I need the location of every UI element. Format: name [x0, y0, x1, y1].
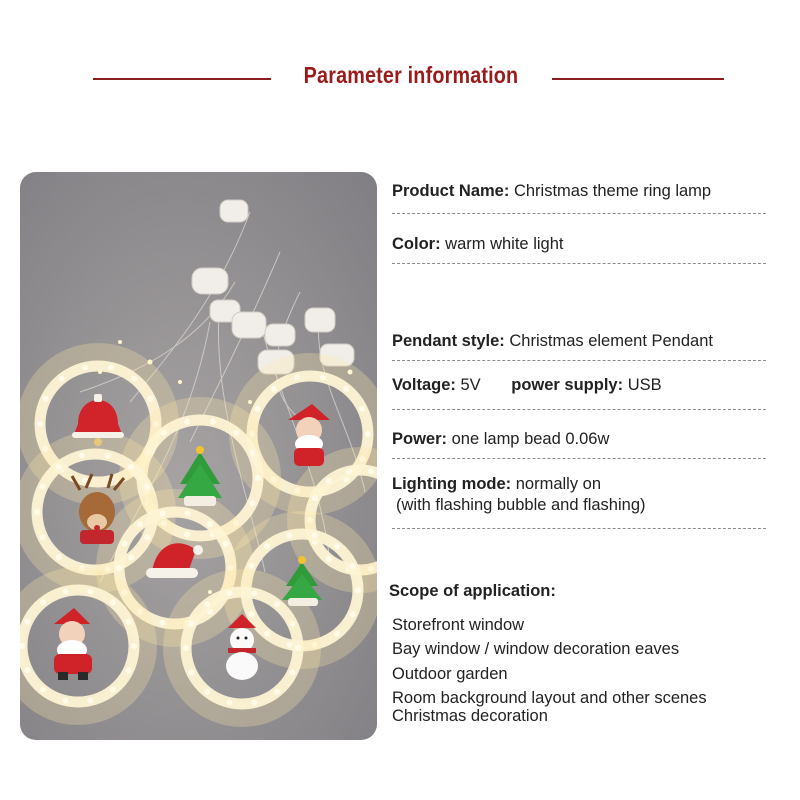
spec-value: warm white light [445, 235, 564, 253]
led-bead [56, 554, 62, 560]
led-bead [56, 464, 62, 470]
led-bead [287, 532, 293, 538]
led-bead [294, 375, 300, 381]
led-bead [110, 687, 116, 693]
led-bead [204, 689, 210, 695]
led-bead [350, 563, 356, 569]
led-bead [108, 365, 114, 371]
led-bead [274, 689, 280, 695]
spec-color [392, 235, 563, 254]
led-bead [255, 475, 261, 481]
spec-value: 5V [460, 376, 481, 394]
led-bead [110, 599, 116, 605]
led-bead [126, 667, 132, 673]
led-bead [160, 510, 166, 516]
led-bead [249, 563, 255, 569]
product-photo [20, 172, 377, 740]
led-bead [368, 468, 374, 474]
led-bead [355, 587, 361, 593]
led-bead [264, 631, 270, 637]
led-bead [183, 645, 189, 651]
led-bead [233, 430, 239, 436]
led-bead [223, 541, 229, 547]
led-bead [116, 565, 122, 571]
led-bead [252, 700, 258, 706]
led-bead [227, 590, 233, 596]
led-bead [131, 643, 137, 649]
spec-label: Product Name: [392, 182, 510, 200]
led-bead [189, 669, 195, 675]
led-bead [63, 698, 69, 704]
led-bead [249, 500, 255, 506]
spec-label: Voltage: [392, 376, 456, 394]
scope-item: Christmas decoration [392, 707, 548, 725]
section-title: Parameter information [303, 62, 519, 88]
spec-power [392, 430, 609, 449]
dashed-divider [392, 213, 766, 214]
led-bead [144, 534, 150, 540]
led-bead [227, 700, 233, 706]
spec-label: Power: [392, 430, 448, 448]
spec-pendant-style [392, 332, 713, 351]
scope-item: Outdoor garden [392, 665, 508, 683]
spec-value: normally on [515, 475, 602, 493]
led-bead [43, 396, 49, 402]
led-bead [343, 386, 349, 392]
led-bead [189, 621, 195, 627]
led-bead [326, 556, 332, 562]
led-bead [88, 698, 94, 704]
spec-label: power supply: [511, 376, 624, 394]
led-bead [249, 611, 255, 617]
led-bead [252, 590, 258, 596]
led-bead [312, 532, 318, 538]
dashed-divider [392, 458, 766, 459]
led-bead [295, 645, 301, 651]
led-bead [160, 620, 166, 626]
spec-value: Christmas element Pendant [509, 332, 713, 350]
led-bead [264, 543, 270, 549]
led-bead [365, 431, 371, 437]
dashed-divider [392, 263, 766, 264]
led-bead [128, 464, 134, 470]
spec-value: one lamp bead 0.06w [451, 430, 610, 448]
led-bead [334, 631, 340, 637]
spec-label: Color: [392, 235, 441, 253]
scope-item: Bay window / window decoration eaves [392, 640, 680, 658]
led-bead [59, 376, 65, 382]
led-bead [40, 687, 46, 693]
led-bead [255, 406, 261, 412]
led-bead [79, 453, 85, 459]
led-bead [346, 468, 352, 474]
led-bead [350, 611, 356, 617]
parameter-list [389, 0, 792, 800]
led-bead [290, 669, 296, 675]
led-bead [40, 484, 46, 490]
led-bead [274, 601, 280, 607]
led-bead [334, 543, 340, 549]
led-bead [359, 406, 365, 412]
spec-voltage [392, 376, 662, 395]
led-bead [184, 419, 190, 425]
spec-value: USB [627, 376, 662, 394]
scope-title: Scope of application: [389, 582, 556, 600]
led-bead [105, 453, 111, 459]
led-bead [144, 484, 150, 490]
spec-label: Pendant style: [392, 332, 505, 350]
led-bead [147, 396, 153, 402]
led-bead [88, 588, 94, 594]
led-bead [271, 386, 277, 392]
led-bead [82, 365, 88, 371]
led-bead [184, 532, 190, 538]
scope-item: Room background layout and other scenes [392, 689, 707, 707]
led-bead [40, 599, 46, 605]
led-bead [287, 642, 293, 648]
led-bead [34, 509, 40, 515]
spec-lighting-note: (with flashing bubble and flashing) [396, 496, 646, 514]
led-bead [122, 541, 128, 547]
led-bead [207, 521, 213, 527]
header-divider-left [93, 78, 271, 80]
led-bead [126, 619, 132, 625]
scope-item: Storefront window [392, 616, 525, 634]
spec-value: Christmas theme ring lamp [513, 182, 712, 200]
led-bead [249, 450, 255, 456]
spec-lighting-mode [392, 475, 601, 494]
dashed-divider [392, 360, 766, 361]
led-bead [63, 588, 69, 594]
dashed-divider [392, 528, 766, 529]
led-bead [131, 376, 137, 382]
led-bead [326, 478, 332, 484]
spec-label: Lighting mode: [392, 475, 512, 493]
led-bead [37, 421, 43, 427]
led-bead [25, 619, 31, 625]
led-bead [210, 419, 216, 425]
dashed-divider [392, 409, 766, 410]
led-bead [312, 495, 318, 501]
led-bead [204, 601, 210, 607]
led-bead [25, 667, 31, 673]
led-bead [40, 534, 46, 540]
spec-product-name [392, 182, 711, 201]
led-bead [137, 521, 143, 527]
led-bead [185, 510, 191, 516]
led-bead [128, 554, 134, 560]
led-bead [320, 375, 326, 381]
